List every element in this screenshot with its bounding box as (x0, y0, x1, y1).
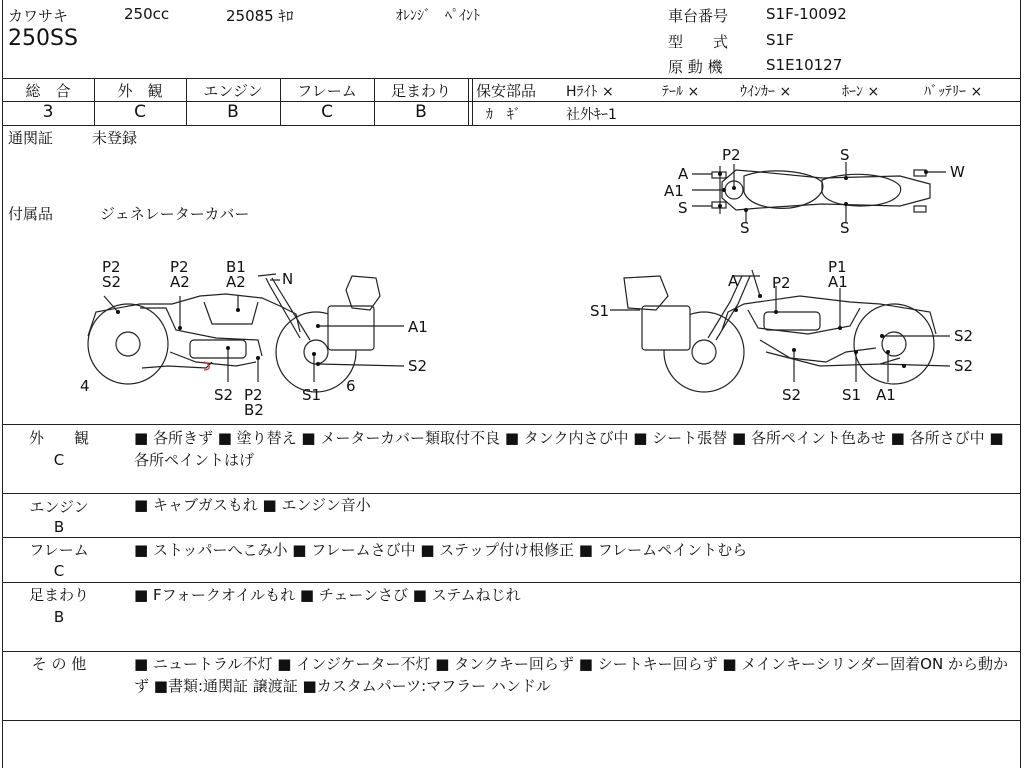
label-s2: S2 (102, 273, 122, 291)
frame-no: S1F-10092 (766, 5, 847, 23)
mileage: 25085 ｷﾛ (226, 7, 294, 25)
label-s: S (840, 219, 850, 237)
label-4: 4 (80, 377, 90, 395)
left-side-bike-diagram (80, 258, 428, 419)
label-s2: S2 (954, 327, 974, 345)
customs-label: 通関証 (8, 129, 54, 147)
suspension-grade: B (415, 102, 427, 122)
remark-grade: C (53, 562, 65, 580)
frame-label: フレーム (297, 82, 357, 100)
accessories-value: ジェネレーターカバー (100, 205, 250, 223)
label-a1: A1 (664, 182, 684, 200)
engine-label: エンジン (203, 82, 263, 100)
engine-grade: B (227, 102, 239, 122)
maker-name: カワサキ (8, 7, 69, 25)
grade-table-top (2, 78, 1020, 79)
label-p1: P1 (828, 258, 847, 276)
exterior-label: 外 観 (117, 82, 163, 100)
engine-no-label: 原 動 機 (668, 58, 723, 76)
label-w: W (950, 163, 965, 181)
label-p2: P2 (170, 258, 189, 276)
remark-text: ■ ストッパーへこみ小 ■ フレームさび中 ■ ステップ付け根修正 ■ フレームペイントむら (134, 541, 748, 559)
displacement: 250cc (124, 5, 170, 23)
remark-grade: C (53, 451, 65, 469)
remark-label: そ の 他 (31, 655, 87, 673)
label-s2: S2 (954, 357, 974, 375)
remark-label: フレーム (29, 541, 89, 559)
grade-sep-6 (472, 78, 473, 125)
key-label: ｶ ｷﾞ (486, 107, 521, 123)
label-s2: S2 (214, 386, 234, 404)
type-value: S1F (766, 31, 794, 49)
label-6: 6 (346, 377, 356, 395)
engine-no: S1E10127 (766, 56, 843, 74)
remark-text: ■ Fフォークオイルもれ ■ チェーンさび ■ ステムねじれ (134, 586, 521, 604)
label-s2: S2 (782, 386, 802, 404)
remark-label: エンジン (29, 498, 89, 516)
safety-horn: ﾎｰﾝ × (842, 84, 880, 100)
accessories-label: 付属品 (8, 205, 54, 223)
grade-sep-5 (468, 78, 469, 125)
label-a2: A2 (170, 273, 190, 291)
label-a: A (678, 165, 689, 183)
remark-text: ■ ニュートラル不灯 ■ インジケーター不灯 ■ タンクキー回らず ■ シートキー回らず ■ メインキーシリンダー固着ON から動かず ■書類:通関証 譲渡証 ■カスタムパーツ:マフラー ハンドル (134, 655, 1008, 695)
remark-grade: B (53, 518, 65, 536)
total-grade: 3 (42, 102, 54, 122)
frame-grade: C (321, 102, 333, 122)
label-s2: S2 (408, 357, 428, 375)
label-s1: S1 (302, 386, 322, 404)
suspension-label: 足まわり (390, 82, 451, 100)
remark-label: 足まわり (28, 586, 89, 604)
label-s: S (678, 199, 688, 217)
label-p2: P2 (244, 386, 263, 404)
safety-label: 保安部品 (476, 82, 537, 100)
remark-label: 外 観 (28, 429, 89, 447)
total-label: 総 合 (25, 82, 71, 100)
top-view-bike-diagram (664, 146, 965, 237)
frame-no-label: 車台番号 (668, 7, 729, 25)
label-a: A (728, 272, 739, 290)
model-name: 250SS (8, 26, 78, 51)
label-s1: S1 (842, 386, 862, 404)
customs-value: 未登録 (92, 129, 138, 147)
label-p2: P2 (102, 258, 121, 276)
remarks-line-3 (2, 582, 1020, 583)
label-s: S (740, 219, 750, 237)
remarks-top-line (2, 424, 1020, 425)
label-a2: A2 (226, 273, 246, 291)
remarks-line-5 (2, 720, 1020, 721)
label-s: S (840, 146, 850, 164)
right-side-bike-diagram (590, 258, 973, 404)
safety-battery: ﾊﾞｯﾃﾘｰ × (924, 84, 983, 100)
safety-headlight: Hﾗｲﾄ × (566, 84, 614, 100)
safety-tail: ﾃｰﾙ × (662, 84, 700, 100)
damage-diagram (0, 126, 1024, 426)
remark-grade: B (53, 608, 65, 626)
type-label: 型 式 (668, 33, 729, 51)
label-p2: P2 (772, 274, 791, 292)
label-n: N (282, 270, 294, 288)
label-b1: B1 (226, 258, 246, 276)
remark-text: ■ 各所きず ■ 塗り替え ■ メーターカバー類取付不良 ■ タンク内さび中 ■ シート張替 ■ 各所ペイント色あせ ■ 各所さび中 ■ 各所ペイントはげ (134, 429, 1004, 469)
key-value: 社外ｷｰ1 (566, 107, 617, 123)
label-s1: S1 (590, 302, 610, 320)
color: ｵﾚﾝｼﾞ ﾍﾟｲﾝﾄ (396, 8, 480, 24)
remarks-line-4 (2, 651, 1020, 652)
label-b2: B2 (244, 401, 264, 419)
remark-text: ■ キャブガスもれ ■ エンジン音小 (134, 496, 371, 514)
exterior-grade: C (134, 102, 146, 122)
safety-winker: ｳｲﾝｶｰ × (740, 84, 792, 100)
remarks-line-2 (2, 537, 1020, 538)
label-a1: A1 (828, 273, 848, 291)
label-a1: A1 (876, 386, 896, 404)
label-a1: A1 (408, 318, 428, 336)
label-p2: P2 (722, 146, 741, 164)
